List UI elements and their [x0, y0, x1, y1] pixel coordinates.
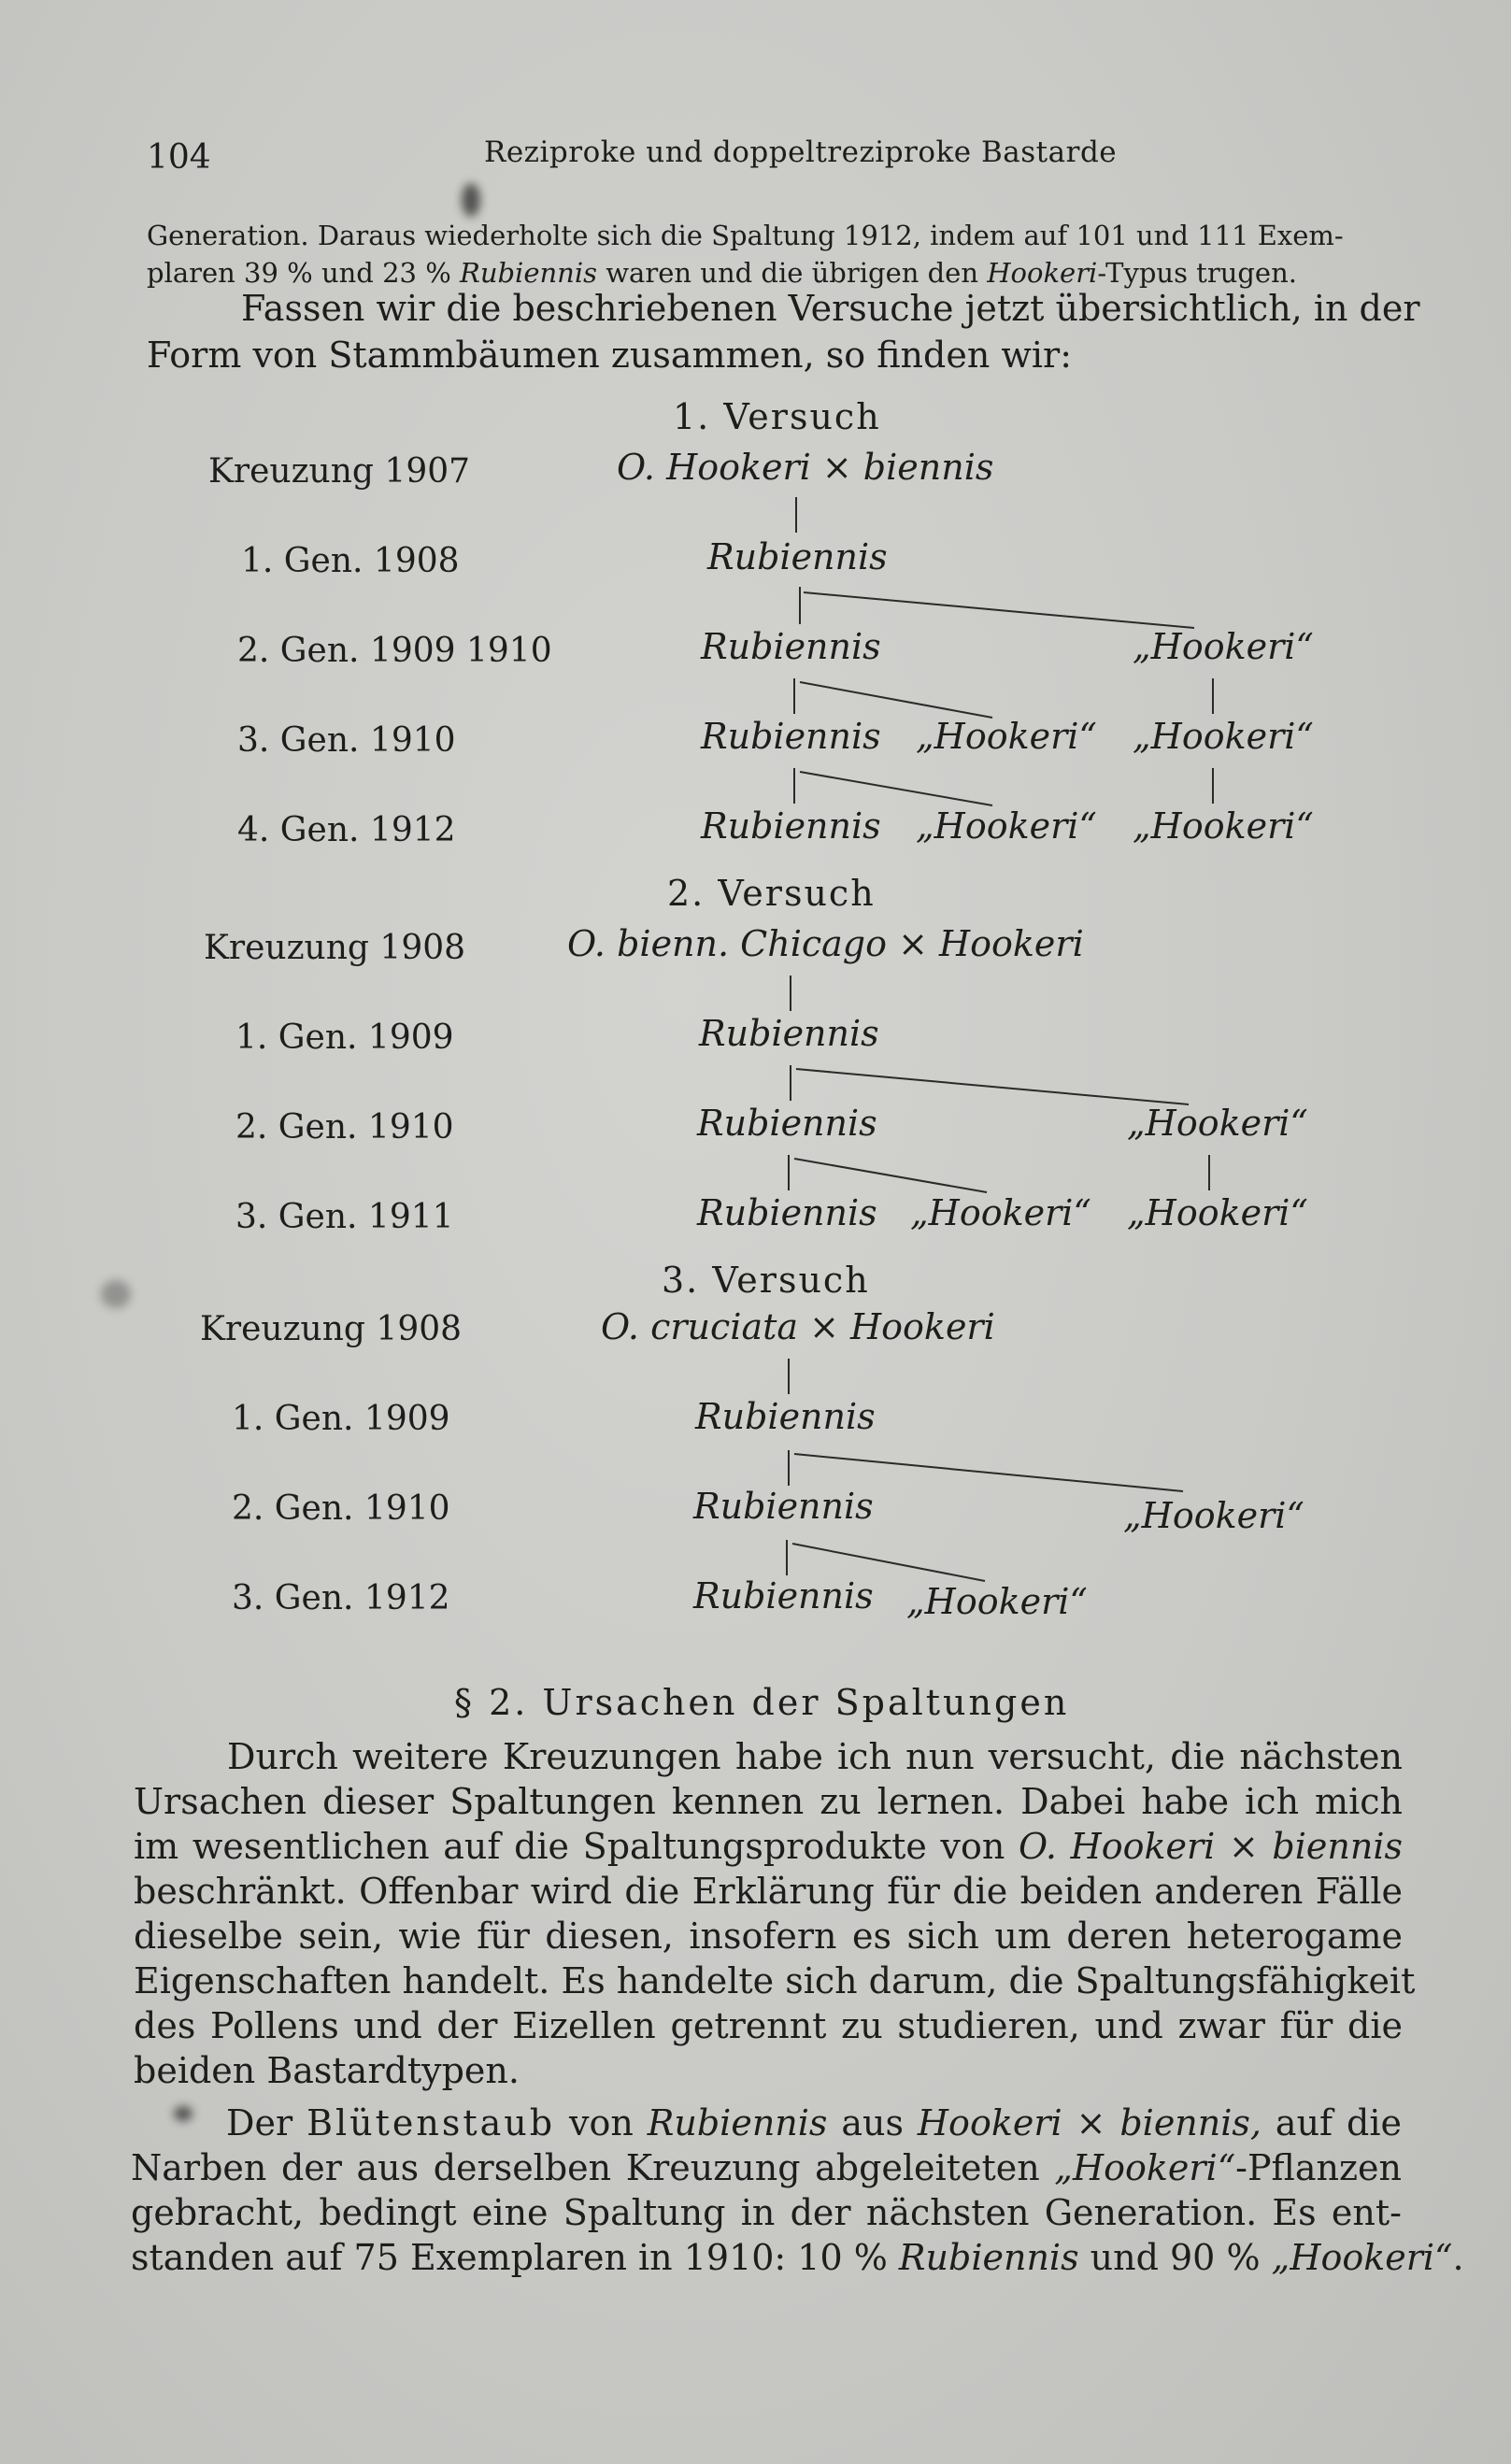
experiment-3-heading: 3. Versuch — [662, 1260, 870, 1301]
experiment-2-heading: 2. Versuch — [667, 873, 876, 914]
tree-node-rubiennis: Rubiennis — [701, 626, 881, 667]
tree-node-rubiennis: Rubiennis — [707, 536, 888, 577]
intro-line-1: Generation. Daraus wiederholte sich die Spaltung 1912, indem auf 101 und 111 Exem- — [147, 220, 1344, 251]
connector-line — [800, 772, 992, 805]
tree-node-rubiennis: Rubiennis — [693, 1575, 874, 1617]
generation-label: 3. Gen. 1911 — [235, 1198, 454, 1236]
generation-label: 1. Gen. 1909 — [232, 1400, 450, 1438]
tree-node-rubiennis: Rubiennis — [697, 1103, 877, 1144]
experiment-3-cross: O. cruciata × Hookeri — [601, 1306, 995, 1347]
page-number: 104 — [147, 138, 211, 177]
experiment-1-cross-label: Kreuzung 1907 — [208, 452, 471, 491]
summary-line-2: Form von Stammbäumen zusammen, so finden wir: — [147, 335, 1073, 376]
experiment-2-cross: O. bienn. Chicago × Hookeri — [567, 923, 1084, 964]
experiment-1-heading: 1. Versuch — [673, 396, 881, 437]
tree-node-rubiennis: Rubiennis — [693, 1486, 874, 1527]
generation-label: 1. Gen. 1909 — [235, 1018, 454, 1057]
experiment-1-cross: O. Hookeri × biennis — [617, 447, 994, 488]
tree-node-rubiennis: Rubiennis — [701, 716, 881, 757]
ink-smudge — [462, 183, 480, 217]
summary-line-1: Fassen wir die beschriebenen Versuche jetzt übersichtlich, in der — [241, 288, 1420, 329]
generation-label: 4. Gen. 1912 — [237, 811, 456, 849]
tree-node-hookeri: „Hookeri“ — [1133, 805, 1314, 847]
tree-node-rubiennis: Rubiennis — [699, 1013, 879, 1054]
tree-node-hookeri: „Hookeri“ — [1133, 716, 1314, 757]
generation-label: 2. Gen. 1910 — [232, 1489, 450, 1528]
tree-node-hookeri: „Hookeri“ — [906, 1581, 1088, 1622]
tree-node-rubiennis: Rubiennis — [701, 805, 881, 847]
tree-node-rubiennis: Rubiennis — [695, 1396, 876, 1437]
tree-node-hookeri: „Hookeri“ — [910, 1192, 1091, 1233]
ink-smudge — [101, 1280, 131, 1308]
experiment-2-cross-label: Kreuzung 1908 — [204, 929, 466, 967]
running-title: Reziproke und doppeltreziproke Bastarde — [484, 135, 1118, 169]
paragraph-1: Durch weitere Kreuzungen habe ich nun versucht, die nächsten Ursachen dieser Spaltungen kennen zu lernen. Dabei habe ich mich im wesentlichen auf die Spaltungsprodukte von O. Hookeri × biennis beschränkt. Offenbar wird die Erklärung für die beiden anderen Fälle dieselbe sein, wie für diesen, insofern es sich um deren heterogame Eigenschaften handelt. Es handelte sich darum, die Spaltungsfähigkeit des Pollens und der Eizellen getrennt zu studieren, und zwar für die beiden Bastardtypen. — [134, 1736, 1416, 2091]
generation-label: 3. Gen. 1910 — [237, 721, 456, 760]
tree-node-rubiennis: Rubiennis — [697, 1192, 877, 1233]
generation-label: 2. Gen. 1910 — [235, 1108, 454, 1147]
paragraph-2: Der Blütenstaub von Rubiennis aus Hookeri × biennis, auf die Narben der aus derselben Kreuzung abgeleiteten „Hookeri“-Pflanzen gebracht, bedingt eine Spaltung in der nächsten Generation. Es ent- standen auf 75 Exemplaren in 1910: 10 % Rubiennis und 90 % „Hookeri“. — [131, 2102, 1464, 2278]
connector-line — [804, 592, 1194, 628]
connector-line — [800, 682, 992, 718]
generation-label: 2. Gen. 1909 1910 — [237, 632, 552, 670]
tree-node-hookeri: „Hookeri“ — [916, 805, 1097, 847]
tree-node-hookeri: „Hookeri“ — [916, 716, 1097, 757]
connector-line — [796, 1069, 1189, 1104]
intro-line-2: plaren 39 % und 23 % Rubiennis waren und die übrigen den Hookeri-Typus trugen. — [147, 257, 1297, 289]
connector-line — [794, 1159, 987, 1192]
experiment-3-cross-label: Kreuzung 1908 — [200, 1310, 463, 1348]
section-heading: § 2. Ursachen der Spaltungen — [454, 1682, 1070, 1723]
generation-label: 1. Gen. 1908 — [241, 542, 460, 580]
tree-node-hookeri: „Hookeri“ — [1133, 626, 1314, 667]
generation-label: 3. Gen. 1912 — [232, 1579, 450, 1617]
tree-node-hookeri: „Hookeri“ — [1123, 1495, 1304, 1536]
tree-node-hookeri: „Hookeri“ — [1127, 1192, 1308, 1233]
tree-node-hookeri: „Hookeri“ — [1127, 1103, 1308, 1144]
